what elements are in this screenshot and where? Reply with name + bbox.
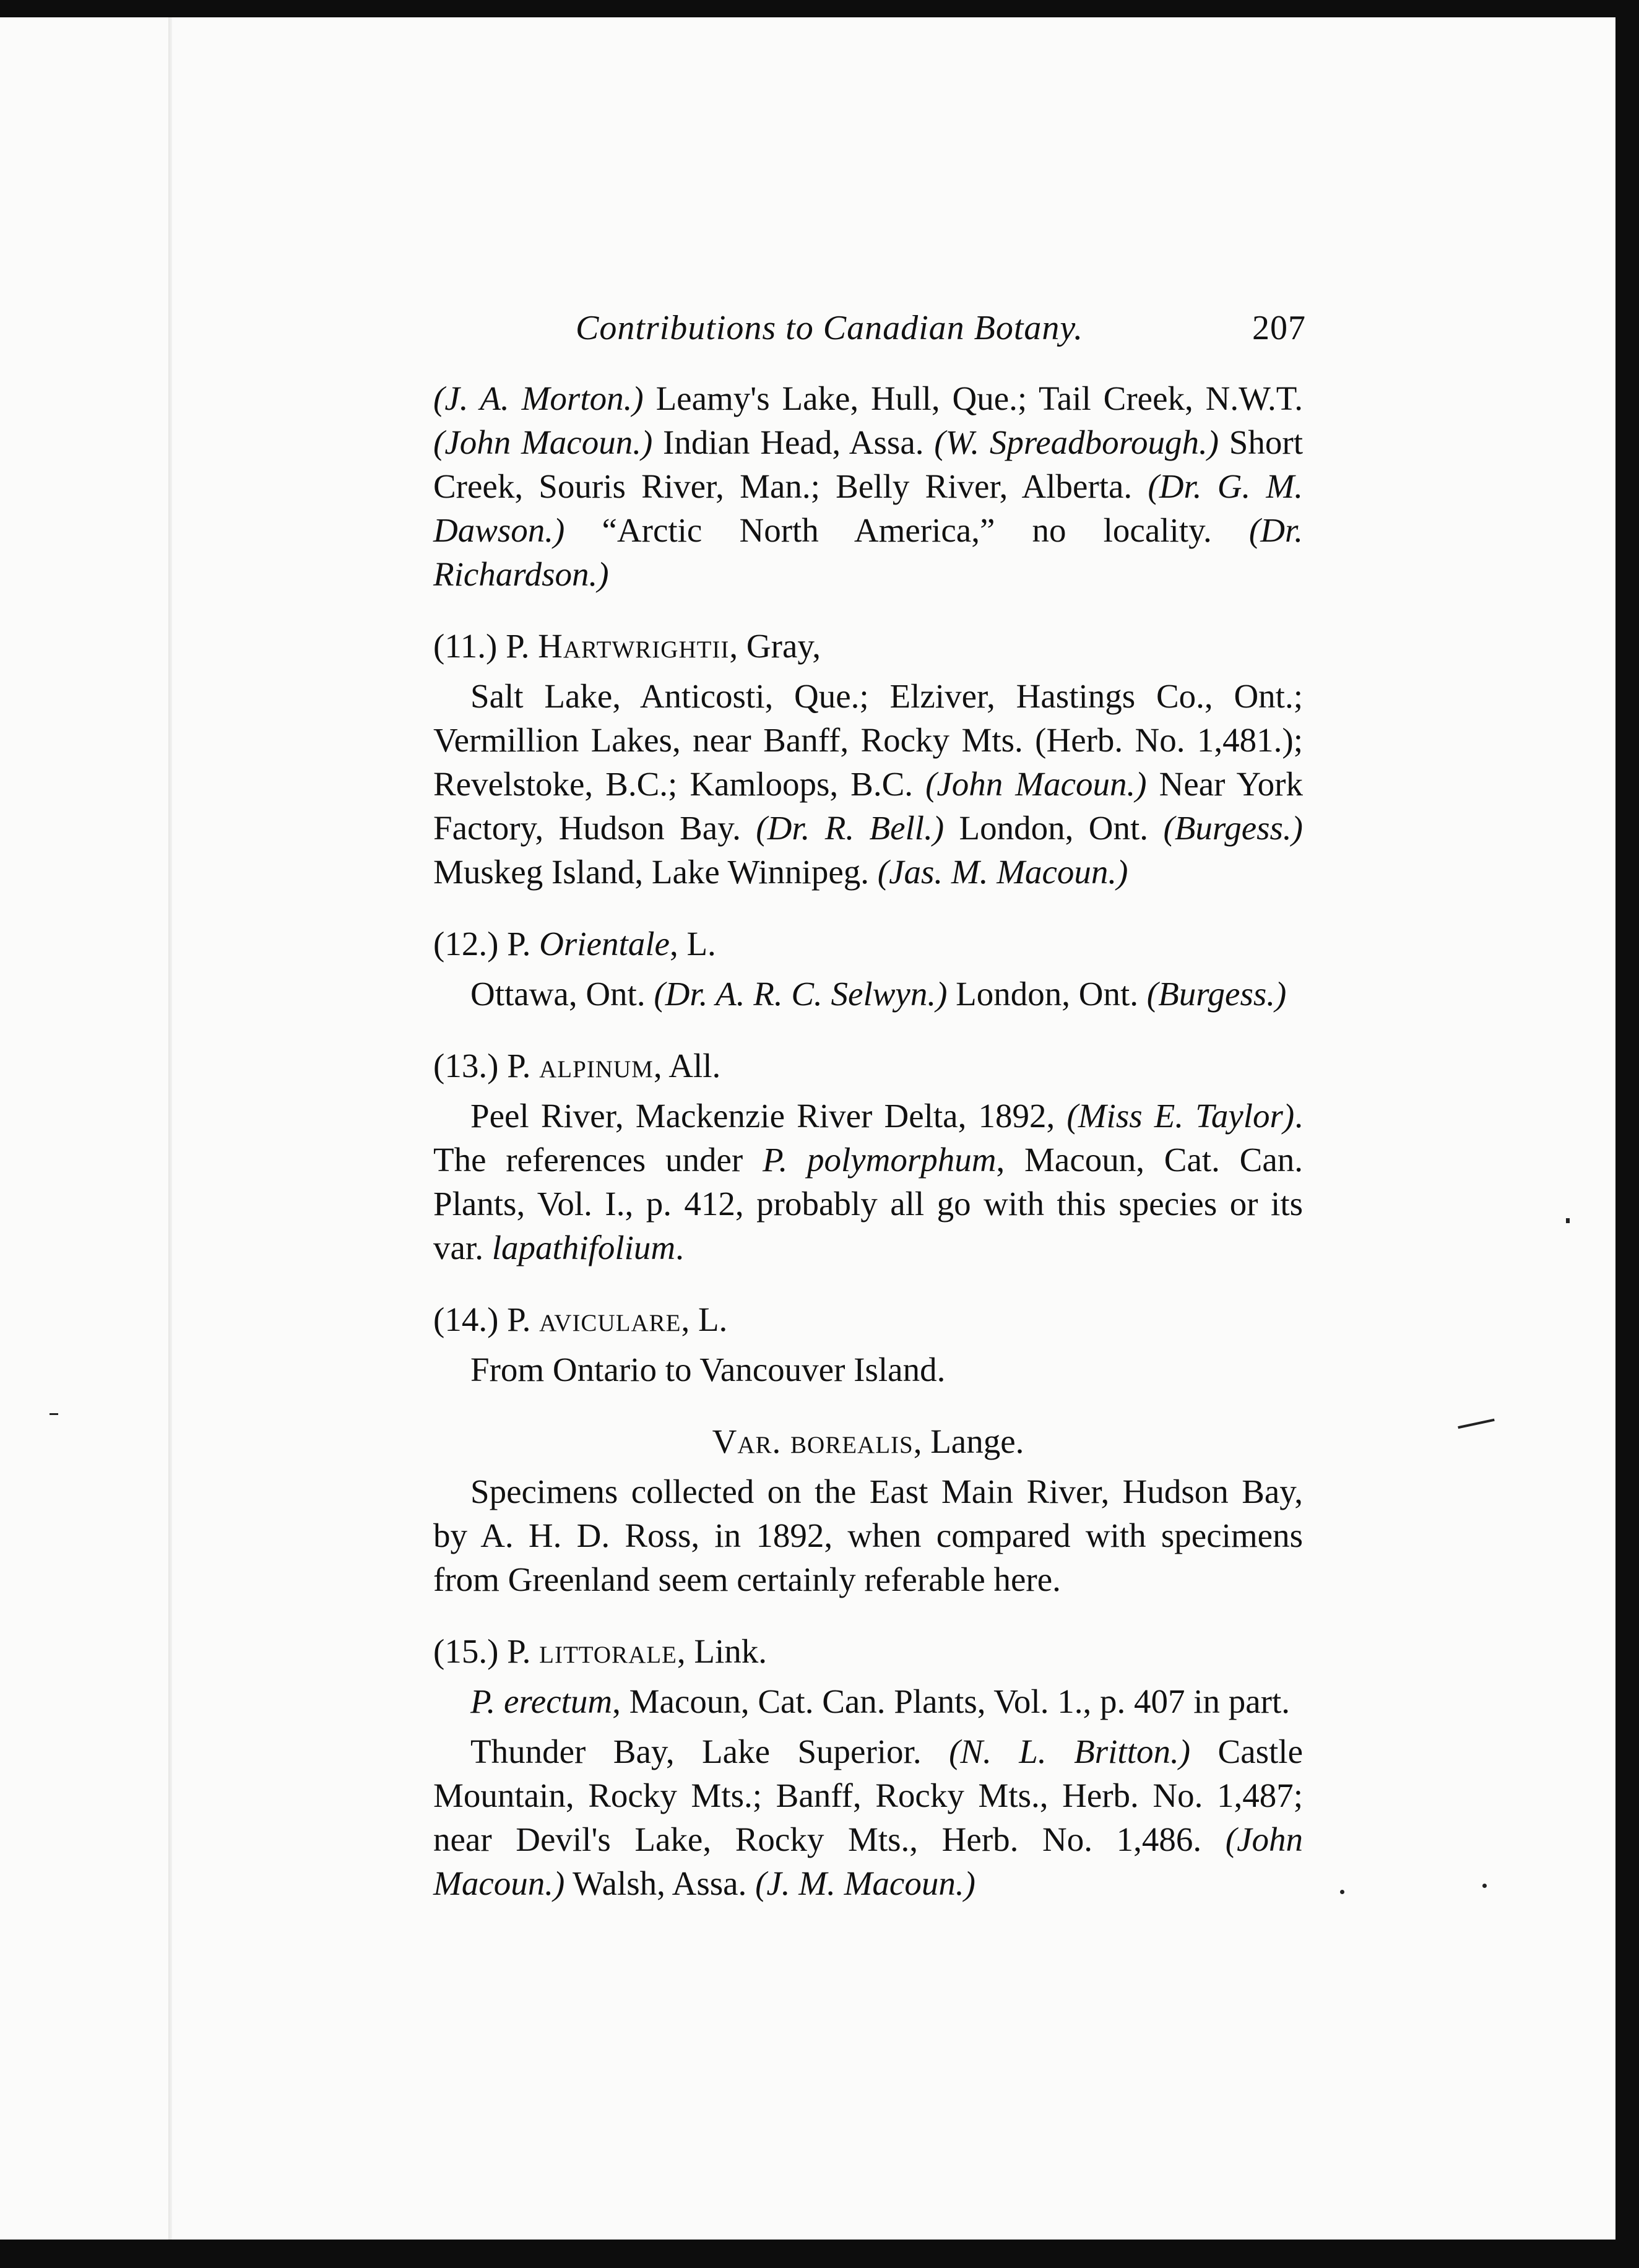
entry-number: (11.) [433,627,498,665]
variety-name: Var. borealis [712,1422,914,1460]
text-run: Near York Factory, Hudson Bay. [433,765,1303,847]
entry-paragraph [433,674,1303,894]
species-heading [433,922,1303,966]
variety-paragraph: Specimens collected on the East Main River, Hudson Bay, by A. H. D. Ross, in 1892, when compared with specimens from Greenland seem certainly referable here. [433,1473,1303,1598]
italic-text: (Dr. G. M. Dawson.) [433,467,1303,549]
genus-abbrev: P. [507,1632,531,1670]
species-name: aviculare [539,1301,681,1338]
italic-text: P. polymorphum [762,1141,997,1179]
italic-text: (N. L. Britton.) [949,1733,1191,1770]
scan-speck [1340,1890,1344,1894]
italic-text: (J. M. Macoun.) [755,1864,975,1902]
species-heading [433,1044,1303,1088]
text-run: Leamy's Lake, Hull, Que.; Tail Creek, N.W.T. [643,379,1303,417]
italic-text: (Dr. Richardson.) [433,511,1303,593]
italic-text: (John Macoun.) [925,765,1147,803]
species-name: alpinum [539,1047,654,1084]
text-run: Thunder Bay, Lake Superior. [470,1733,949,1770]
text-run: Muskeg Island, Lake Winnipeg. [433,853,878,891]
italic-text: (Dr. A. R. C. Selwyn.) [654,975,948,1013]
genus-abbrev: P. [507,1301,531,1338]
italic-text: (Burgess.) [1163,809,1303,847]
entry-paragraph [433,1094,1303,1270]
italic-text: (J. A. Morton.) [433,379,644,417]
italic-text: P. erectum [470,1682,613,1720]
species-heading [433,1629,1303,1673]
italic-text: lapathifolium [491,1229,676,1266]
text-run: Peel River, Mackenzie River Delta, 1892, [470,1097,1067,1135]
running-title: Contributions to Canadian Botany. [576,309,1084,347]
genus-abbrev: P. [507,1047,531,1084]
italic-text: (John Macoun.) [433,1820,1303,1902]
running-header [576,308,1306,358]
entry-number: (15.) [433,1632,499,1670]
text-run: Castle Mountain, Rocky Mts.; Banff, Rocky Mts., Herb. No. 1,487; near Devil's Lake, Rocky Mts., Herb. No. 1,486. [433,1733,1303,1858]
scan-speck [1482,1884,1487,1888]
entry-paragraph [433,1729,1303,1905]
species-author: , All. [653,1047,721,1084]
entry-paragraph [433,972,1303,1016]
text-run: . The references under [433,1097,1303,1179]
species-name: Hartwrightii [538,627,730,665]
genus-abbrev: P. [507,925,531,963]
text-run: London, Ont. [944,809,1164,847]
species-author: , Gray, [729,627,821,665]
italic-text: (W. Spreadborough.) [934,423,1219,461]
species-author: , L. [669,925,716,963]
species-name: littorale [539,1632,677,1670]
scan-speck [1458,1419,1495,1429]
text-run: Short Creek, Souris River, Man.; Belly River, Alberta. [433,423,1303,505]
text-run: Ottawa, Ont. [470,975,654,1013]
text-run: London, Ont. [947,975,1147,1013]
page-number: 207 [1252,309,1306,347]
scan-speck [50,1413,58,1415]
text-run: , Macoun, Cat. Can. Plants, Vol. I., p. 412, probably all go with this species or its var. [433,1141,1303,1266]
species-name: Orientale [539,925,670,963]
text-run: Salt Lake, Anticosti, Que.; Elziver, Hastings Co., Ont.; Vermillion Lakes, near Banff, Rocky Mts. (Herb. No. 1,481.); Revelstoke, B.C.; Kamloops, B.C. [433,677,1303,803]
entry-number: (12.) [433,925,499,963]
species-heading [433,1297,1303,1341]
text-run: Indian Head, Assa. [652,423,935,461]
genus-abbrev: P. [506,627,530,665]
italic-text: (John Macoun.) [433,423,653,461]
species-entries [433,624,1303,1905]
entry-paragraph [433,1679,1303,1723]
text-run: . [675,1229,684,1266]
entry-number: (13.) [433,1047,499,1084]
page-gutter-shadow [168,17,172,2240]
italic-text: (Miss E. Taylor) [1066,1097,1295,1135]
text-run: , Macoun, Cat. Can. Plants, Vol. 1., p. 407 in part. [612,1682,1290,1720]
text-run: “Arctic North America,” no locality. [564,511,1249,549]
continuation-paragraph [433,376,1303,596]
body-text [433,376,1303,1905]
species-author: , L. [681,1301,728,1338]
entry-paragraph [433,1348,1303,1392]
entry-number: (14.) [433,1301,499,1338]
scan-speck [1566,1218,1570,1223]
variety-heading [433,1419,1303,1463]
italic-text: (Jas. M. Macoun.) [877,853,1128,891]
species-heading [433,624,1303,668]
species-author: , Link. [677,1632,768,1670]
italic-text: (Dr. R. Bell.) [756,809,945,847]
text-run: Walsh, Assa. [564,1864,756,1902]
scanned-page [0,17,1615,2240]
variety-author: , Lange. [913,1422,1024,1460]
italic-text: (Burgess.) [1146,975,1287,1013]
text-run: From Ontario to Vancouver Island. [470,1351,946,1388]
